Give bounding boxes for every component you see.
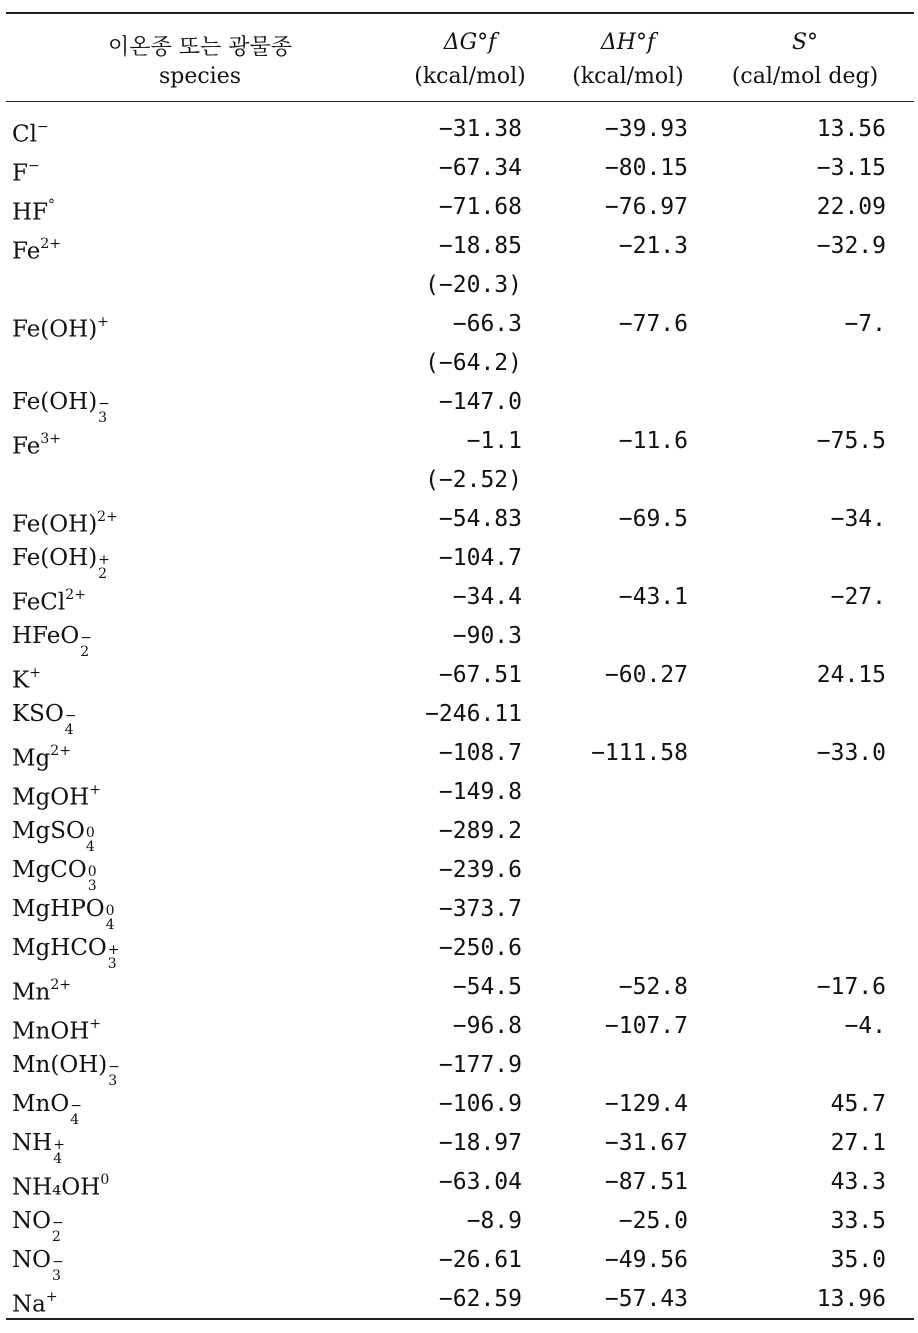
entropy-value: 13.96	[816, 1286, 886, 1312]
table-row	[0, 929, 918, 972]
table-row	[0, 500, 918, 539]
gibbs-value: (−20.3)	[425, 272, 522, 298]
gibbs-value: (−64.2)	[425, 350, 522, 376]
table-row	[0, 344, 918, 383]
entropy-value: −34.	[830, 506, 886, 532]
species-cell	[12, 1241, 64, 1284]
species-charge: −	[64, 708, 77, 724]
species-formula: Na	[12, 1291, 46, 1318]
gibbs-value: −250.6	[438, 935, 522, 961]
species-charge: 2+	[65, 587, 86, 603]
table-row	[0, 695, 918, 738]
entropy-value: −75.5	[816, 428, 886, 454]
gibbs-value: −104.7	[438, 545, 522, 571]
species-subscript: 3	[51, 1268, 61, 1284]
table-row	[0, 1163, 918, 1202]
top-rule	[6, 12, 914, 14]
species-formula: Mg	[12, 745, 51, 772]
bottom-rule	[6, 1318, 914, 1320]
species-subscript: 3	[108, 1073, 118, 1089]
enthalpy-value: −43.1	[618, 584, 688, 610]
gibbs-value: −18.85	[438, 233, 522, 259]
species-charge: −	[27, 158, 40, 174]
species-cell	[12, 1280, 58, 1333]
enthalpy-value: −49.56	[604, 1247, 688, 1273]
gibbs-value: −31.38	[438, 116, 522, 142]
entropy-value: −27.	[830, 584, 886, 610]
species-cell	[12, 851, 97, 894]
gibbs-value: −106.9	[438, 1091, 522, 1117]
species-formula: MgOH	[12, 784, 90, 811]
species-charge: −	[51, 1215, 64, 1231]
enthalpy-value: −80.15	[604, 155, 688, 181]
species-formula: NO	[12, 1247, 51, 1273]
species-charge: +	[89, 782, 101, 798]
species-formula: HF	[12, 199, 49, 226]
enthalpy-value: −107.7	[604, 1013, 688, 1039]
species-formula: MgSO	[12, 818, 85, 844]
species-cell	[12, 890, 115, 933]
table-row	[0, 422, 918, 461]
table-row	[0, 461, 918, 500]
species-cell	[12, 1046, 120, 1089]
entropy-value: 24.15	[816, 662, 886, 688]
header-species-korean: 이온종 또는 광물종	[107, 35, 292, 60]
table-row	[0, 110, 918, 149]
table-row	[0, 188, 918, 227]
gibbs-value: −373.7	[438, 896, 522, 922]
species-formula: Cl	[12, 121, 37, 148]
header-enthalpy-symbol: ΔH°f	[600, 30, 656, 55]
entropy-value: −7.	[844, 311, 886, 337]
species-charge: −	[108, 1059, 120, 1075]
table-row	[0, 617, 918, 660]
species-charge: 0	[100, 1172, 110, 1188]
gibbs-value: −177.9	[438, 1052, 522, 1078]
species-charge: 0	[85, 825, 95, 841]
table-row	[0, 1085, 918, 1128]
gibbs-value: −149.8	[438, 779, 522, 805]
enthalpy-value: −87.51	[604, 1169, 688, 1195]
species-charge: 0	[105, 903, 115, 919]
species-cell	[12, 1202, 64, 1245]
header-entropy-symbol: S°	[791, 30, 819, 55]
table-row	[0, 227, 918, 266]
gibbs-value: −67.51	[438, 662, 522, 688]
table-row	[0, 851, 918, 894]
entropy-value: 45.7	[830, 1091, 886, 1117]
gibbs-value: −90.3	[452, 623, 522, 649]
gibbs-value: (−2.52)	[425, 467, 522, 493]
species-charge: −	[36, 119, 49, 135]
gibbs-value: −96.8	[452, 1013, 522, 1039]
species-formula: MnO	[12, 1091, 70, 1117]
species-charge: 3+	[40, 431, 61, 447]
entropy-value: 27.1	[830, 1130, 886, 1156]
entropy-value: 33.5	[830, 1208, 886, 1234]
header-gibbs-symbol: ΔG°f	[443, 30, 497, 55]
species-cell	[12, 539, 110, 582]
species-formula: Fe	[12, 433, 41, 460]
species-formula: MnOH	[12, 1018, 90, 1045]
species-subscript: 4	[70, 1112, 80, 1128]
header-gibbs-unit: (kcal/mol)	[414, 64, 526, 89]
gibbs-value: −108.7	[438, 740, 522, 766]
table-row	[0, 656, 918, 695]
species-formula: FeCl	[12, 589, 66, 616]
species-formula: NH₄OH	[12, 1174, 101, 1201]
species-charge: +	[107, 942, 120, 958]
species-subscript: 2	[80, 644, 90, 660]
species-charge: +	[53, 1137, 65, 1153]
table-row	[0, 266, 918, 305]
gibbs-value: −246.11	[425, 701, 522, 727]
species-cell	[12, 812, 95, 855]
gibbs-value: −71.68	[438, 194, 522, 220]
species-formula: HFeO	[12, 623, 80, 649]
enthalpy-value: −76.97	[604, 194, 688, 220]
table-row	[0, 812, 918, 855]
species-charge: −	[98, 396, 110, 412]
gibbs-value: −54.83	[438, 506, 522, 532]
gibbs-value: −147.0	[438, 389, 522, 415]
species-charge: +	[29, 665, 41, 681]
species-formula: MgCO	[12, 857, 87, 883]
species-formula: Fe(OH)	[12, 316, 98, 343]
species-formula: Fe(OH)	[12, 545, 98, 571]
table-row	[0, 1241, 918, 1284]
enthalpy-value: −25.0	[618, 1208, 688, 1234]
entropy-value: 35.0	[830, 1247, 886, 1273]
gibbs-value: −18.97	[438, 1130, 522, 1156]
gibbs-value: −289.2	[438, 818, 522, 844]
enthalpy-value: −129.4	[604, 1091, 688, 1117]
entropy-value: 22.09	[816, 194, 886, 220]
species-subscript: 4	[85, 839, 95, 855]
species-charge: +	[89, 1016, 102, 1032]
entropy-value: 43.3	[830, 1169, 886, 1195]
species-formula: Fe(OH)	[12, 511, 98, 538]
enthalpy-value: −111.58	[591, 740, 688, 766]
header-species-english: species	[158, 64, 242, 89]
table-row	[0, 539, 918, 582]
species-subscript: 3	[87, 878, 97, 894]
entropy-value: −32.9	[816, 233, 886, 259]
entropy-value: 13.56	[816, 116, 886, 142]
table-row	[0, 1280, 918, 1319]
enthalpy-value: −69.5	[618, 506, 688, 532]
gibbs-value: −54.5	[452, 974, 522, 1000]
header-entropy-unit: (cal/mol deg)	[731, 64, 879, 89]
species-formula: Mn(OH)	[12, 1052, 108, 1078]
gibbs-value: −62.59	[438, 1286, 522, 1312]
species-subscript: 2	[51, 1229, 61, 1245]
enthalpy-value: −52.8	[618, 974, 688, 1000]
species-charge: 2+	[50, 977, 72, 993]
species-formula: MgHCO	[12, 935, 107, 961]
species-subscript: 4	[105, 917, 115, 933]
table-row	[0, 149, 918, 188]
enthalpy-value: −11.6	[618, 428, 688, 454]
enthalpy-value: −39.93	[604, 116, 688, 142]
entropy-value: −33.0	[816, 740, 886, 766]
entropy-value: −3.15	[816, 155, 886, 181]
species-charge: +	[45, 1289, 58, 1305]
species-formula: MgHPO	[12, 896, 105, 922]
table-row	[0, 734, 918, 773]
table-row	[0, 305, 918, 344]
species-charge: 0	[87, 864, 97, 880]
species-formula: NO	[12, 1208, 51, 1234]
table-row	[0, 578, 918, 617]
species-charge: +	[98, 552, 110, 568]
species-charge: °	[48, 197, 56, 213]
table-row	[0, 1007, 918, 1046]
gibbs-value: −67.34	[438, 155, 522, 181]
table-row	[0, 773, 918, 812]
enthalpy-value: −60.27	[604, 662, 688, 688]
species-formula: Fe(OH)	[12, 389, 98, 415]
table-row	[0, 968, 918, 1007]
species-subscript: 3	[107, 956, 117, 972]
species-charge: −	[51, 1254, 64, 1270]
species-cell	[12, 1124, 65, 1167]
species-charge: −	[80, 630, 92, 646]
species-charge: +	[97, 314, 109, 330]
gibbs-value: −34.4	[452, 584, 522, 610]
gibbs-value: −239.6	[438, 857, 522, 883]
header-rule	[6, 101, 914, 102]
gibbs-value: −63.04	[438, 1169, 522, 1195]
species-charge: 2+	[97, 509, 118, 525]
gibbs-value: −66.3	[452, 311, 522, 337]
gibbs-value: −1.1	[466, 428, 522, 454]
species-cell	[12, 383, 110, 426]
species-cell	[12, 929, 120, 972]
enthalpy-value: −77.6	[618, 311, 688, 337]
enthalpy-value: −57.43	[604, 1286, 688, 1312]
gibbs-value: −26.61	[438, 1247, 522, 1273]
species-formula: K	[12, 667, 30, 694]
entropy-value: −17.6	[816, 974, 886, 1000]
species-cell	[12, 695, 77, 738]
enthalpy-value: −31.67	[604, 1130, 688, 1156]
species-charge: 2+	[50, 743, 71, 759]
entropy-value: −4.	[844, 1013, 886, 1039]
gibbs-value: −8.9	[466, 1208, 522, 1234]
species-subscript: 4	[53, 1151, 63, 1167]
table-row	[0, 890, 918, 933]
species-subscript: 2	[98, 566, 108, 582]
table-row	[0, 1046, 918, 1089]
species-subscript: 3	[98, 410, 108, 426]
species-formula: KSO	[12, 701, 64, 727]
species-formula: Fe	[12, 238, 41, 265]
table-row	[0, 383, 918, 426]
species-formula: F	[12, 160, 28, 187]
header-enthalpy-unit: (kcal/mol)	[572, 64, 684, 89]
species-subscript: 4	[64, 722, 74, 738]
species-charge: 2+	[40, 236, 61, 252]
species-cell	[12, 617, 92, 660]
species-formula: Mn	[12, 979, 51, 1006]
species-formula: NH	[12, 1130, 53, 1156]
table-row	[0, 1202, 918, 1245]
species-charge: −	[70, 1098, 82, 1114]
species-cell	[12, 1085, 82, 1128]
table-row	[0, 1124, 918, 1167]
enthalpy-value: −21.3	[618, 233, 688, 259]
